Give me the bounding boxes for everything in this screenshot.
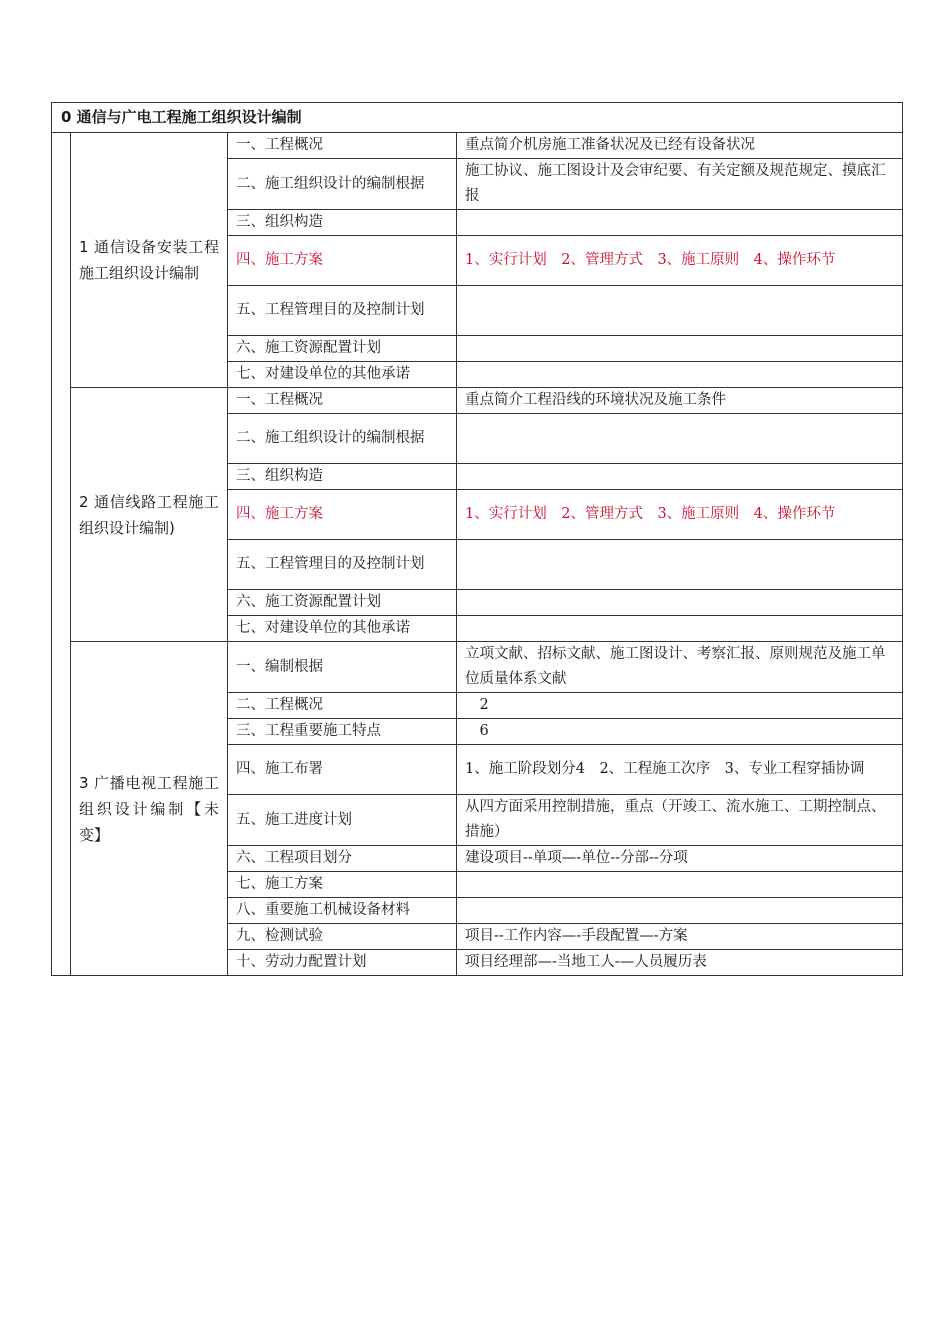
item-description [457, 872, 903, 898]
item-description: 项目经理部—-当地工人-—人员履历表 [457, 950, 903, 976]
item-description: 施工协议、施工图设计及会审纪要、有关定额及规范规定、摸底汇报 [457, 159, 903, 210]
item-description: 1、施工阶段划分4 2、工程施工次序 3、专业工程穿插协调 [457, 745, 903, 795]
item-label: 二、施工组织设计的编制根据 [228, 414, 457, 464]
section-label: 1 通信设备安装工程施工组织设计编制 [71, 133, 228, 388]
item-label: 六、工程项目划分 [228, 846, 457, 872]
item-label: 五、工程管理目的及控制计划 [228, 540, 457, 590]
item-label: 六、施工资源配置计划 [228, 590, 457, 616]
item-label: 三、组织构造 [228, 464, 457, 490]
item-description: 项目--工作内容—-手段配置—-方案 [457, 924, 903, 950]
item-label: 四、施工布署 [228, 745, 457, 795]
item-label: 五、工程管理目的及控制计划 [228, 286, 457, 336]
item-label: 六、施工资源配置计划 [228, 336, 457, 362]
item-description [457, 286, 903, 336]
indent-spacer [52, 133, 71, 976]
item-label: 三、组织构造 [228, 210, 457, 236]
item-description: 1、实行计划 2、管理方式 3、施工原则 4、操作环节 [457, 236, 903, 286]
item-description: 从四方面采用控制措施，重点（开竣工、流水施工、工期控制点、措施） [457, 795, 903, 846]
item-description: 重点简介机房施工准备状况及已经有设备状况 [457, 133, 903, 159]
item-description [457, 898, 903, 924]
item-description: 1、实行计划 2、管理方式 3、施工原则 4、操作环节 [457, 490, 903, 540]
item-label: 四、施工方案 [228, 490, 457, 540]
item-label: 八、重要施工机械设备材料 [228, 898, 457, 924]
item-label: 七、施工方案 [228, 872, 457, 898]
item-description: 重点简介工程沿线的环境状况及施工条件 [457, 388, 903, 414]
item-description: 建设项目--单项—-单位--分部--分项 [457, 846, 903, 872]
item-label: 十、劳动力配置计划 [228, 950, 457, 976]
item-label: 五、施工进度计划 [228, 795, 457, 846]
item-label: 七、对建设单位的其他承诺 [228, 362, 457, 388]
item-label: 二、施工组织设计的编制根据 [228, 159, 457, 210]
item-description [457, 336, 903, 362]
item-label: 三、工程重要施工特点 [228, 719, 457, 745]
section-label: 3 广播电视工程施工组织设计编制【未变】 [71, 642, 228, 976]
item-description [457, 590, 903, 616]
item-description: 2 [457, 693, 903, 719]
item-label: 一、工程概况 [228, 133, 457, 159]
item-description [457, 414, 903, 464]
item-description: 立项文献、招标文献、施工图设计、考察汇报、原则规范及施工单位质量体系文献 [457, 642, 903, 693]
item-label: 四、施工方案 [228, 236, 457, 286]
item-description [457, 362, 903, 388]
outline-table [51, 102, 903, 976]
item-label: 二、工程概况 [228, 693, 457, 719]
item-label: 一、工程概况 [228, 388, 457, 414]
item-description [457, 210, 903, 236]
item-label: 一、编制根据 [228, 642, 457, 693]
item-label: 七、对建设单位的其他承诺 [228, 616, 457, 642]
table-row [52, 642, 903, 693]
item-description [457, 616, 903, 642]
item-description [457, 464, 903, 490]
table-row [52, 133, 903, 159]
item-description: 6 [457, 719, 903, 745]
section-label: 2 通信线路工程施工组织设计编制) [71, 388, 228, 642]
item-description [457, 540, 903, 590]
table-title: 0 通信与广电工程施工组织设计编制 [52, 103, 903, 133]
item-label: 九、检测试验 [228, 924, 457, 950]
table-row [52, 388, 903, 414]
